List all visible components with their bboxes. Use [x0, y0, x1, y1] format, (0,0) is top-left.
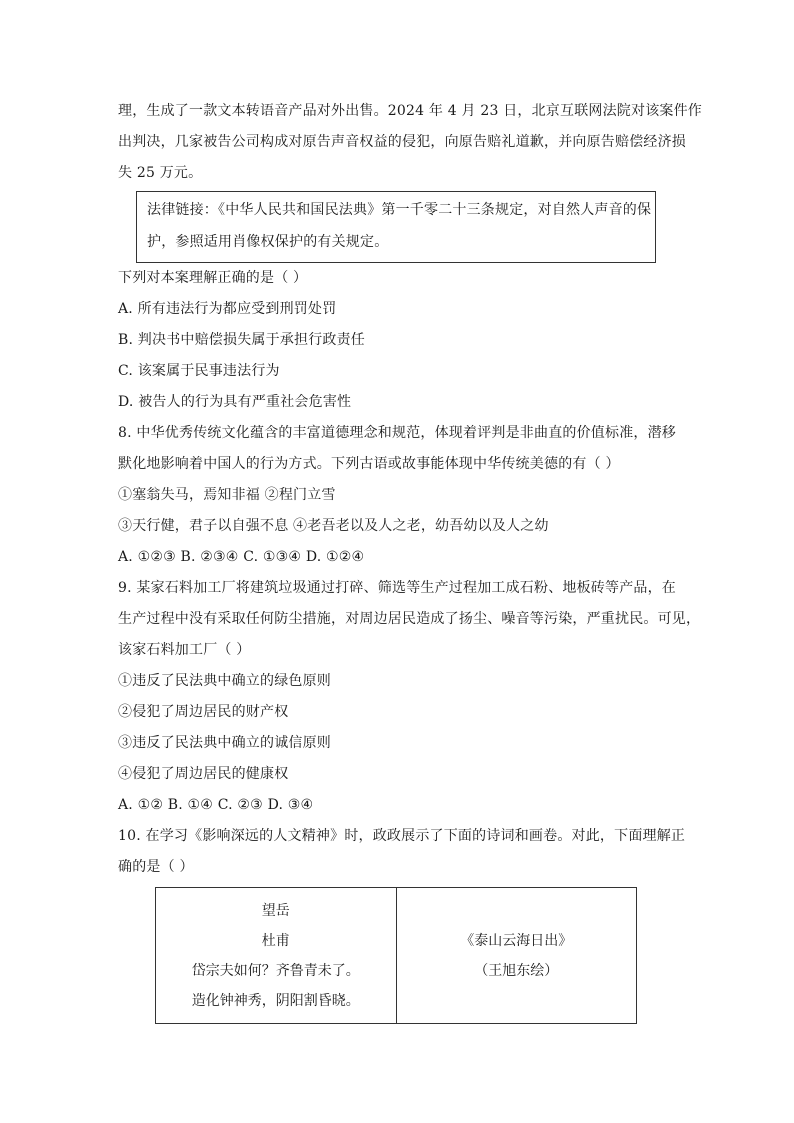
q9-options: A. ①② B. ①④ C. ②③ D. ③④: [118, 797, 314, 813]
q8-stem-line-1: 8. 中华优秀传统文化蕴含的丰富道德理念和规范，体现着评判是非曲直的价值标准，潜移: [118, 425, 677, 441]
document-page: [118, 96, 702, 883]
q7-stem: 下列对本案理解正确的是（ ）: [118, 270, 308, 286]
q9-item-2: ②侵犯了周边居民的财产权: [118, 704, 289, 720]
q9-item-1: ①违反了民法典中确立的绿色原则: [118, 673, 331, 689]
q8-options: A. ①②③ B. ②③④ C. ①③④ D. ①②④: [118, 549, 365, 565]
poem-author: 杜甫: [261, 932, 290, 949]
q7-option-d: D. 被告人的行为具有严重社会危害性: [118, 394, 352, 410]
painting-cell: [397, 888, 637, 1023]
q7-option-a: A. 所有违法行为都应受到刑罚处罚: [118, 301, 337, 317]
q9-item-4: ④侵犯了周边居民的健康权: [118, 766, 289, 782]
q10-stem-line-2: 确的是（ ）: [118, 859, 194, 875]
question-8: [118, 418, 678, 573]
q8-stem-line-2: 默化地影响着中国人的行为方式。下列古语或故事能体现中华传统美德的有（ ）: [118, 456, 620, 472]
poem-painting-table: [155, 887, 637, 1024]
q9-stem-line-3: 该家石料加工厂（ ）: [118, 642, 251, 658]
painting-author: （王旭东绘）: [474, 962, 559, 979]
q7-option-c: C. 该案属于民事违法行为: [118, 363, 280, 379]
question-7: [118, 263, 678, 418]
q9-item-3: ③违反了民法典中确立的诚信原则: [118, 735, 331, 751]
poem-line-2: 造化钟神秀，阴阳割昏晓。: [191, 992, 360, 1009]
q8-item-line-1: ①塞翁失马，焉知非福 ②程门立雪: [118, 487, 336, 503]
q9-stem-line-1: 9. 某家石料加工厂将建筑垃圾通过打碎、筛选等生产过程加工成石粉、地板砖等产品，在: [118, 580, 677, 596]
poem-line-1: 岱宗夫如何？齐鲁青未了。: [191, 962, 360, 979]
poem-cell: [156, 888, 397, 1023]
law-line-2: 护，参照适用肖像权保护的有关规定。: [147, 234, 389, 250]
case-paragraph: [118, 96, 702, 189]
poem-title: 望岳: [261, 902, 290, 919]
painting-title: 《泰山云海日出》: [460, 932, 573, 949]
law-line-1: 法律链接：《中华人民共和国民法典》第一千零二十三条规定，对自然人声音的保: [147, 202, 652, 218]
case-line-2: 出判决，几家被告公司构成对原告声音权益的侵犯，向原告赔礼道歉，并向原告赔偿经济损: [118, 134, 686, 150]
case-line-3: 失 25 万元。: [118, 165, 203, 181]
q7-option-b: B. 判决书中赔偿损失属于承担行政责任: [118, 332, 365, 348]
case-line-1: 理，生成了一款文本转语音产品对外出售。2024 年 4 月 23 日，北京互联网法院对该案件作: [118, 103, 702, 119]
q9-stem-line-2: 生产过程中没有采取任何防尘措施，对周边居民造成了扬尘、噪音等污染，严重扰民。可见，: [118, 611, 701, 627]
question-9: [118, 573, 701, 821]
law-link-box: [136, 191, 656, 263]
q8-item-line-2: ③天行健，君子以自强不息 ④老吾老以及人之老，幼吾幼以及人之幼: [118, 518, 549, 534]
q10-stem-line-1: 10. 在学习《影响深远的人文精神》时，政政展示了下面的诗词和画卷。对此，下面理解正: [118, 828, 686, 844]
question-10: [118, 821, 686, 883]
